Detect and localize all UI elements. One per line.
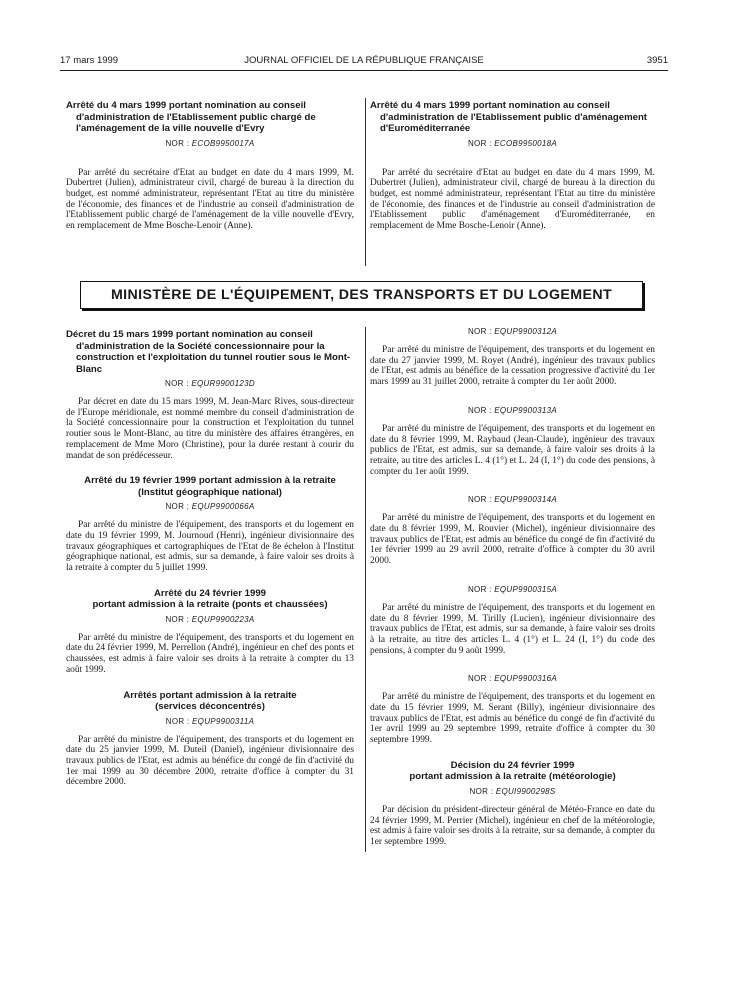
journal-title: JOURNAL OFFICIEL DE LA RÉPUBLIQUE FRANÇAISE <box>244 55 484 66</box>
nor-reference: NOR : EQUP9900314A <box>467 495 558 505</box>
nor-reference: NOR : EQUR9900123D <box>165 379 255 388</box>
article-body: Par arrêté du ministre de l'équipement, des transports et du logement en date du 25 janvier 1999, M. Duteil (Daniel), ingénieur divisionnaire des travaux publics de l'Etat, est admis au bénéfice du congé de fin d'activité du 1er mai 1999 au 30 décembre 2000, retraite d'office à compter du 31 décembre 2000. <box>66 734 354 788</box>
nor-reference: NOR : EQUP9900311A <box>165 716 255 726</box>
nor-reference: NOR : EQUP9900315A <box>467 584 558 594</box>
article-body: Par arrêté du secrétaire d'Etat au budget en date du 4 mars 1999, M. Dubertret (Julien), administrateur civil, chargé de bureau à la direction du budget, est nommé administrateur, représentant l'Etat au titre du ministère de l'économie, des finances et de l'industrie au conseil d'administration de l'Etablissement public d'aménagement d'Euroméditerranée, en remplacement de Mme Bosche-Lenoir (Anne). <box>370 167 655 232</box>
nor-reference: NOR : ECOB9950018A <box>467 138 558 148</box>
page-number: 3951 <box>646 55 668 66</box>
article-body: Par arrêté du ministre de l'équipement, des transports et du logement en date du 19 février 1999, M. Journoud (Henri), ingénieur divisionnaire des travaux géographiques et cartographiques de l'Etat de 8e échelon à l'Institut géographique national, est admis, sur sa demande, à faire valoir ses droits à la retraite à compter du 5 juillet 1999. <box>66 520 354 574</box>
article-body: Par arrêté du ministre de l'équipement, des transports et du logement en date du 24 février 1999, M. Perrellon (André), ingénieur en chef des ponts et chaussées, est admis à faire valoir ses droits à la retraite à compter du 13 août 1999. <box>66 632 354 675</box>
running-header <box>60 55 668 69</box>
header-rule <box>60 70 668 71</box>
nor-reference: NOR : EQUP9900312A <box>467 327 558 336</box>
article-title: Arrêté du 4 mars 1999 portant nomination au conseil d'administration de l'Etablissement public chargé de l'aménagement de la ville nouvelle d'Evry <box>66 100 316 134</box>
column-divider <box>365 98 366 266</box>
right-column <box>370 327 655 848</box>
article-title: Décision du 24 février 1999 portant admission à la retraite (météorologie) <box>409 759 616 783</box>
nor-reference: NOR : ECOB9950017A <box>165 138 255 148</box>
article-title: Décret du 15 mars 1999 portant nomination au conseil d'administration de la Société concessionnaire pour la construction et l'exploitation du tunnel routier sous le Mont-Blanc <box>66 329 351 375</box>
top-right-article <box>370 100 655 232</box>
article-body: Par arrêté du ministre de l'équipement, des transports et du logement en date du 15 février 1999, M. Serant (Billy), ingénieur divisionnaire des travaux publics de l'Etat, est admis au bénéfice du congé de fin d'activité du 1er avril 1999 au 29 septembre 1999, retraite d'office à compter du 30 septembre 1999. <box>370 692 655 746</box>
article-body: Par arrêté du ministre de l'équipement, des transports et du logement en date du 8 février 1999, M. Raybaud (Jean-Claude), ingénieur des travaux publics de l'Etat, est admis, sur sa demande, à faire valoir ses droits à la retraite, au titre des articles L. 4 (1°) et L. 24 (I, 1°) du code des pensions, à compter du 1er août 1999. <box>370 423 655 477</box>
header-date: 17 mars 1999 <box>60 55 119 66</box>
nor-reference: NOR : EQUP9900316A <box>467 674 558 684</box>
column-divider <box>365 327 366 852</box>
nor-reference: NOR : EQUI9900298S <box>469 786 556 796</box>
ministry-banner: MINISTÈRE DE L'ÉQUIPEMENT, DES TRANSPORTS ET DU LOGEMENT <box>80 281 643 309</box>
article-body: Par décret en date du 15 mars 1999, M. Jean-Marc Rives, sous-directeur de l'Europe méridionale, est nommé membre du conseil d'administration de la Société concessionnaire pour la construction et l'exploitation du tunnel routier sous le Mont-Blanc, au titre du ministère des affaires étrangères, en remplacement de Mme Moro (Christine), pour la durée restant à courir du mandat de son prédécesseur. <box>66 397 354 461</box>
nor-reference: NOR : EQUP9900066A <box>165 502 255 512</box>
article-body: Par arrêté du ministre de l'équipement, des transports et du logement en date du 8 février 1999, M. Rouvier (Michel), ingénieur divisionnaire des travaux publics de l'Etat, est admis au bénéfice du congé de fin d'activité du 1er février 1999 au 29 avril 2000, retraite d'office à compter du 30 avril 2000. <box>370 513 655 567</box>
article-title: Arrêté du 19 février 1999 portant admission à la retraite (Institut géographique national) <box>84 475 336 498</box>
article-title: Arrêtés portant admission à la retraite (services déconcentrés) <box>123 689 297 713</box>
article-body: Par arrêté du secrétaire d'Etat au budget en date du 4 mars 1999, M. Dubertret (Julien), administrateur civil, chargé de bureau à la direction du budget, est nommé administrateur, représentant l'Etat au titre du ministère de l'économie, des finances et de l'industrie au conseil d'administration de l'Etablissement public chargé de l'aménagement de la ville nouvelle d'Evry, en remplacement de Mme Bosche-Lenoir (Anne). <box>66 167 354 232</box>
article-body: Par arrêté du ministre de l'équipement, des transports et du logement en date du 8 février 1999, M. Tirilly (Lucien), ingénieur divisionnaire des travaux publics de l'Etat, est admis, sur sa demande, à faire valoir ses droits à la retraite, au titre des articles L. 4 (1°) et L. 24 (I, 1°) du code des pensions, à compter du 9 août 1999. <box>370 602 655 656</box>
article-body: Par arrêté du ministre de l'équipement, des transports et du logement en date du 27 janvier 1999, M. Royet (André), ingénieur des travaux publics de l'Etat, est admis au bénéfice de la cessation progressive d'activité du 1er mars 1999 au 31 juillet 2000, retraite à compter du 1er août 2000. <box>370 345 655 388</box>
article-body: Par décision du président-directeur général de Météo-France en date du 24 février 1999, M. Perrier (Michel), ingénieur en chef de la météorologie, est admis à faire valoir ses droits à la retraite, sur sa demande, à compter du 1er septembre 1999. <box>370 804 655 847</box>
article-title: Arrêté du 4 mars 1999 portant nomination au conseil d'administration de l'Etablissement public d'aménagement d'Euroméditerranée <box>370 100 647 134</box>
nor-reference: NOR : EQUP9900223A <box>165 614 255 624</box>
nor-reference: NOR : EQUP9900313A <box>467 405 558 415</box>
left-column <box>66 329 354 788</box>
article-title: Arrêté du 24 février 1999 portant admission à la retraite (ponts et chaussées) <box>92 587 328 611</box>
top-left-article <box>66 100 354 232</box>
